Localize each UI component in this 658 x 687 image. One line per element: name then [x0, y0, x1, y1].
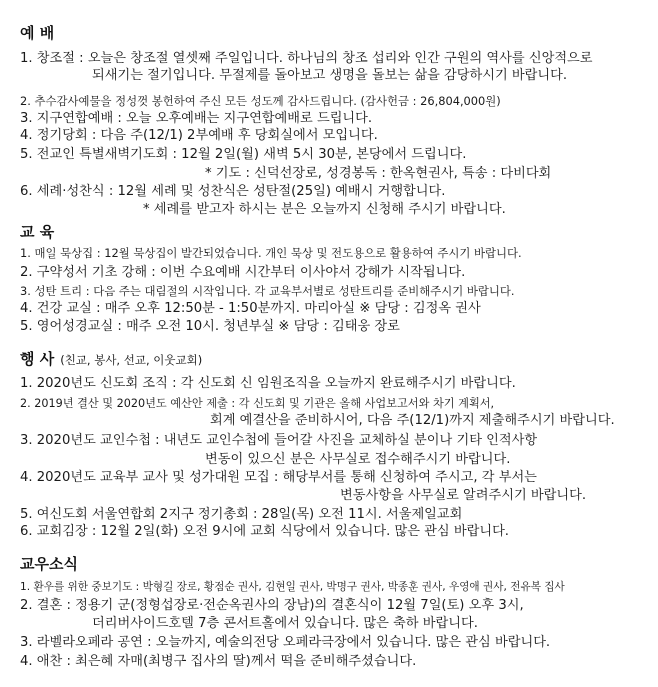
worship-line-3: 3. 지구연합예배 : 오늘 오후예배는 지구연합예배로 드립니다. [20, 111, 373, 126]
worship-line-6: 6. 세례·성찬식 : 12월 세례 및 성찬식은 성탄절(25일) 예배시 거행합니다. [20, 184, 446, 199]
member-news-line-2-cont: 더리버사이드호텔 7층 콘서트홀에서 있습니다. 많은 축하 바랍니다. [92, 616, 478, 631]
worship-line-2: 2. 추수감사예물을 정성껏 봉헌하여 주신 모든 성도께 감사드립니다. (감사헌금 : 26,804,000원) [20, 94, 501, 108]
worship-line-1: 1. 창조절 : 오늘은 창조절 열셋째 주일입니다. 하나님의 창조 섭리와 인간 구원의 역사를 신앙적으로 [20, 51, 593, 66]
education-line-5: 5. 영어성경교실 : 매주 오전 10시. 청년부실 ※ 담당 : 김태웅 장로 [20, 319, 400, 334]
events-line-1: 1. 2020년도 신도회 조직 : 각 신도회 신 임원조직을 오늘까지 완료해주시기 바랍니다. [20, 376, 516, 391]
events-line-4: 4. 2020년도 교육부 교사 및 성가대원 모집 : 해당부서를 통해 신청하여 주시고, 각 부서는 [20, 470, 537, 485]
events-line-3-cont: 변동이 있으신 분은 사무실로 접수해주시기 바랍니다. [205, 452, 511, 467]
education-line-3: 3. 성탄 트리 : 다음 주는 대림절의 시작입니다. 각 교육부서별로 성탄트리를 준비해주시기 바랍니다. [20, 284, 515, 298]
worship-line-6-note: * 세례를 받고자 하시는 분은 오늘까지 신청해 주시기 바랍니다. [143, 202, 506, 217]
member-news-line-1: 1. 환우를 위한 중보기도 : 박형길 장로, 황점순 권사, 김현일 권사, 박명구 권사, 박종훈 권사, 우영애 권사, 전유복 집사 [20, 581, 565, 593]
worship-line-1-cont: 되새기는 절기입니다. 무절제를 돌아보고 생명을 돌보는 삶을 감당하시기 바랍니다. [92, 68, 568, 83]
events-line-6: 6. 교회김장 : 12월 2일(화) 오전 9시에 교회 식당에서 있습니다. 많은 관심 바랍니다. [20, 524, 509, 539]
section-heading-worship: 예 배 [20, 24, 55, 42]
events-line-4-cont: 변동사항을 사무실로 알려주시기 바랍니다. [340, 488, 587, 503]
worship-line-5: 5. 전교인 특별새벽기도회 : 12월 2일(월) 새벽 5시 30분, 본당에서 드립니다. [20, 147, 467, 162]
education-line-4: 4. 건강 교실 : 매주 오후 12:50분 - 1:50분까지. 마리아실 ※ 담당 : 김정옥 권사 [20, 301, 481, 316]
events-line-2-cont: 회계 예결산을 준비하시어, 다음 주(12/1)까지 제출해주시기 바랍니다. [210, 413, 615, 428]
section-heading-member-news: 교우소식 [20, 555, 78, 573]
events-heading-title: 행 사 [20, 350, 55, 368]
member-news-line-3: 3. 라벨라오페라 공연 : 오늘까지, 예술의전당 오페라극장에서 있습니다. 많은 관심 바랍니다. [20, 635, 551, 650]
events-line-2: 2. 2019년 결산 및 2020년도 예산안 제출 : 각 신도회 및 기관은 올해 사업보고서와 차기 계획서, [20, 397, 495, 410]
education-line-2: 2. 구약성서 기초 강해 : 이번 수요예배 시간부터 이사야서 강해가 시작됩니다. [20, 265, 466, 280]
section-heading-education: 교 육 [20, 223, 55, 241]
education-line-1: 1. 매일 묵상집 : 12월 묵상집이 발간되었습니다. 개인 묵상 및 전도용으로 활용하여 주시기 바랍니다. [20, 246, 522, 260]
events-heading-subtitle: (친교, 봉사, 선교, 이웃교회) [60, 353, 203, 367]
worship-line-5-note: * 기도 : 신덕선장로, 성경봉독 : 한옥현권사, 특송 : 다비다회 [205, 166, 552, 181]
member-news-line-4: 4. 애찬 : 최은혜 자매(최병구 집사의 딸)께서 떡을 준비해주셨습니다. [20, 654, 417, 669]
worship-line-4: 4. 정기당회 : 다음 주(12/1) 2부예배 후 당회실에서 모입니다. [20, 128, 378, 143]
section-heading-events [20, 348, 202, 369]
member-news-line-2: 2. 결혼 : 정용기 군(정형섭장로·전순옥권사의 장남)의 결혼식이 12월 7일(토) 오후 3시, [20, 598, 524, 613]
events-line-3: 3. 2020년도 교인수첩 : 내년도 교인수첩에 들어갈 사진을 교체하실 분이나 기타 인적사항 [20, 433, 538, 448]
events-line-5: 5. 여신도회 서울연합회 2지구 정기총회 : 28일(목) 오전 11시. 서울제일교회 [20, 507, 463, 522]
